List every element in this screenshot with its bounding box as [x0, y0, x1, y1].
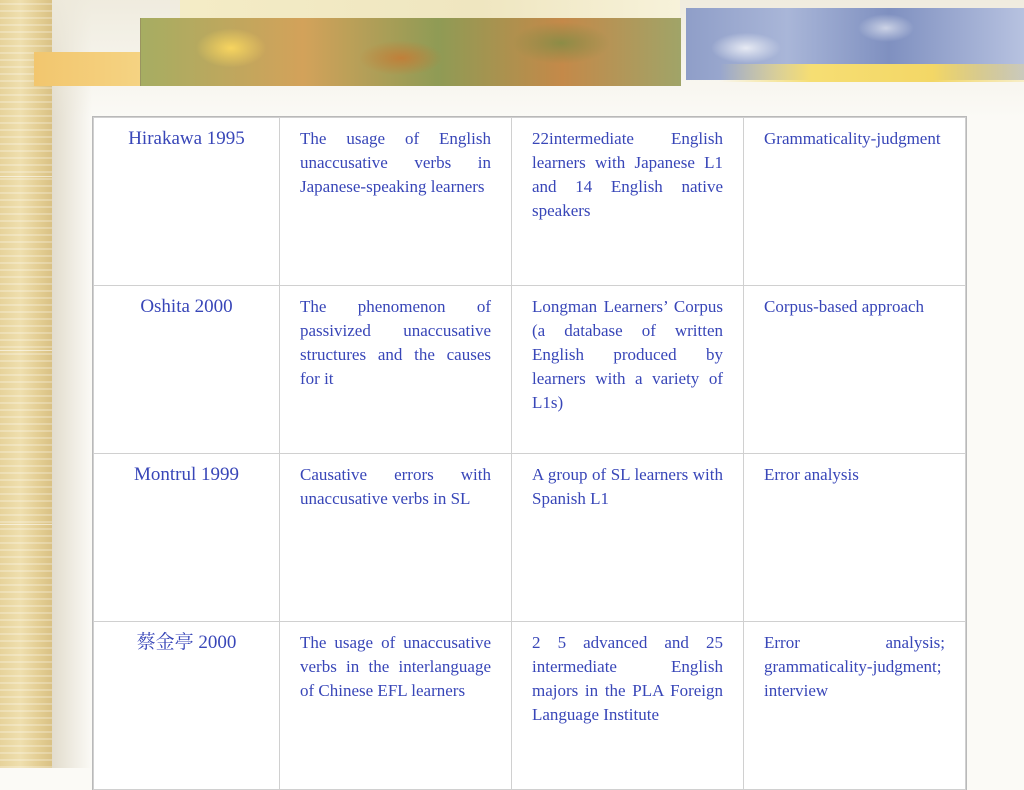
method-cell: Error analysis: [744, 454, 966, 622]
topic-cell: The usage of unaccusative verbs in the interlanguage of Chinese EFL learners: [280, 622, 512, 790]
studies-table: [93, 117, 966, 790]
author-cell: Hirakawa 1995: [94, 118, 280, 286]
method-cell: Error analysis; grammaticality-judgment; interview: [744, 622, 966, 790]
strip-seam: [0, 524, 52, 525]
banner-yellow-streak: [720, 64, 1024, 82]
author-cell: Oshita 2000: [94, 286, 280, 454]
subjects-cell: Longman Learners’ Corpus (a database of written English produced by learners with a variety of L1s): [512, 286, 744, 454]
strip-seam: [0, 350, 52, 351]
topic-cell: The phenomenon of passivized unaccusative structures and the causes for it: [280, 286, 512, 454]
topic-cell: The usage of English unaccusative verbs in Japanese-speaking learners: [280, 118, 512, 286]
subjects-cell: A group of SL learners with Spanish L1: [512, 454, 744, 622]
method-cell: Grammaticality-judgment: [744, 118, 966, 286]
author-cell: 蔡金亭 2000: [94, 622, 280, 790]
topic-cell: Causative errors with unaccusative verbs in SL: [280, 454, 512, 622]
method-cell: Corpus-based approach: [744, 286, 966, 454]
table-row: [94, 454, 966, 622]
table-row: [94, 118, 966, 286]
table-row: [94, 286, 966, 454]
subjects-cell: 2 5 advanced and 25 intermediate English majors in the PLA Foreign Language Institute: [512, 622, 744, 790]
banner-cream-band: [180, 0, 680, 20]
author-cell: Montrul 1999: [94, 454, 280, 622]
parchment-strip: [0, 0, 52, 768]
subjects-cell: 22intermediate English learners with Japanese L1 and 14 English native speakers: [512, 118, 744, 286]
strip-seam: [0, 176, 52, 177]
banner-autumn-leaves-image: [140, 18, 681, 86]
table-row: [94, 622, 966, 790]
